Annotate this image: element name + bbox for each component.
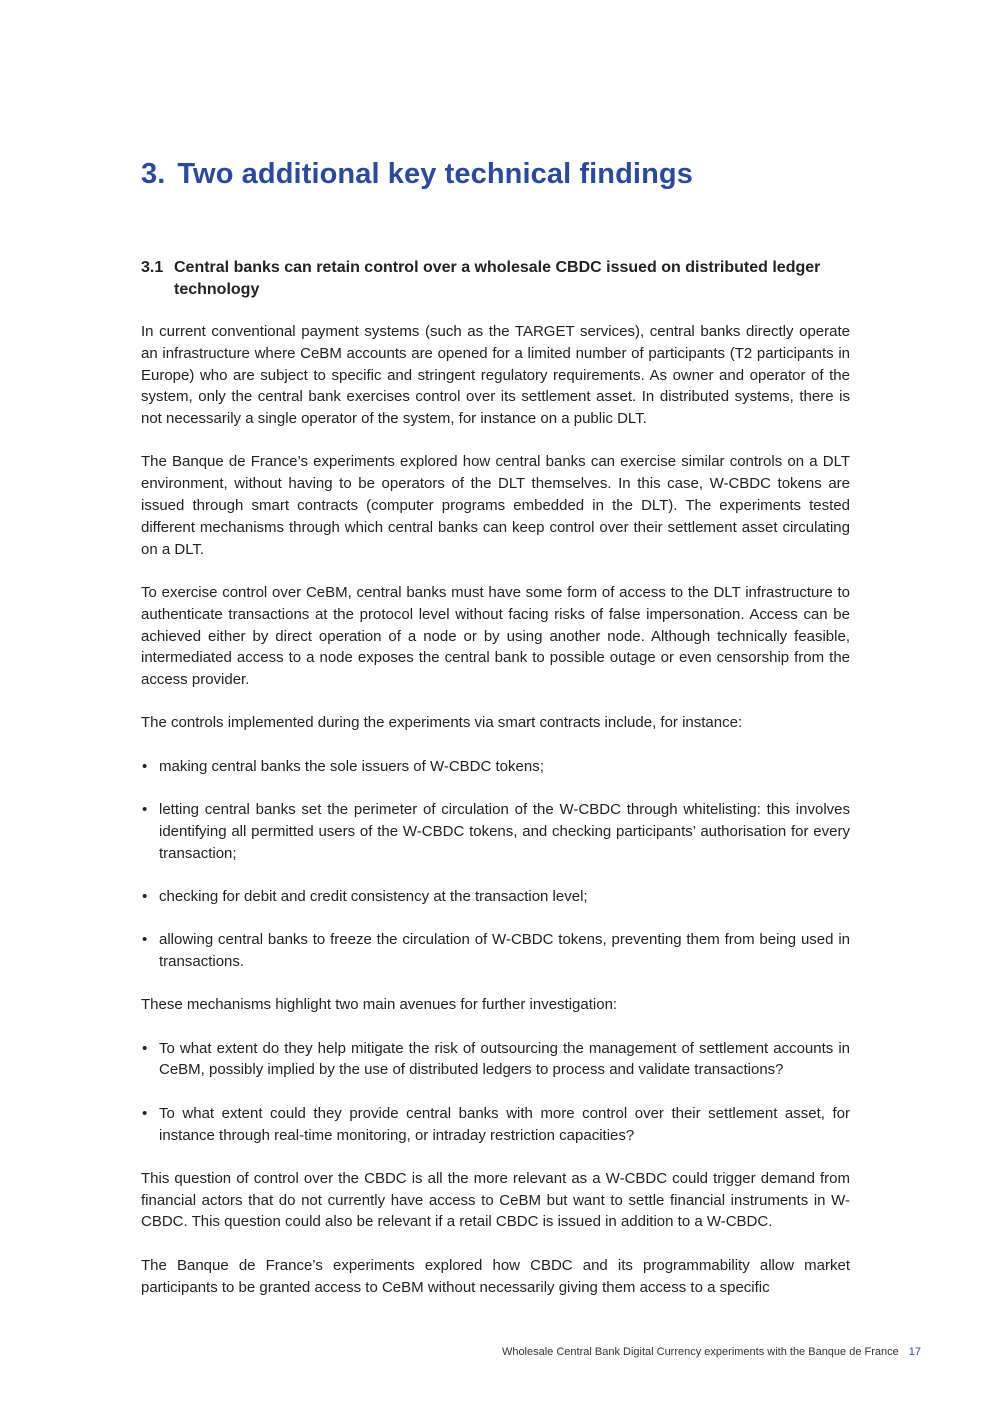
paragraph: These mechanisms highlight two main avenues for further investigation: [141,996,618,1014]
paragraph: The Banque de France’s experiments explored how central banks can exercise similar controls on a DLT environment, without having to be operators of the DLT themselves. In this case, W-CBDC tokens are issued through smart contracts (computer programs embedded in the DLT). The experiments tested different mechanisms through which central banks can keep control over their settlement asset circulating on a DLT. [141,453,850,558]
section-heading [141,257,850,301]
bullet-icon: • [142,931,148,949]
list-item-text: letting central banks set the perimeter of circulation of the W-CBDC through whitelisting: this involves identifying all permitted users of the W-CBDC tokens, and checking participants’ authorisation for every transaction; [159,801,850,862]
bullet-icon: • [142,1039,148,1057]
list-item [141,1103,850,1147]
controls-list [141,756,850,973]
list-item-text: making central banks the sole issuers of W-CBDC tokens; [159,757,544,775]
paragraph: To exercise control over CeBM, central banks must have some form of access to the DLT infrastructure to authenticate transactions at the protocol level without facing risks of false impersonation. Access can be achieved either by direct operation of a node or by using another node. Although technically feasible, intermediated access to a node exposes the central bank to possible outage or even censorship from the access provider. [141,583,850,689]
section-title: Central banks can retain control over a wholesale CBDC issued on distributed ledger technology [174,259,821,298]
list-item-text: checking for debit and credit consistency at the transaction level; [159,887,588,905]
paragraph: The controls implemented during the experiments via smart contracts include, for instance: [141,714,743,732]
chapter-number: 3. [141,158,166,190]
chapter-title [141,158,693,191]
list-item [141,886,850,908]
section-number: 3.1 [141,259,164,276]
chapter-title-text: Two additional key technical findings [177,158,693,190]
bullet-icon: • [142,1104,148,1122]
footer-title: Wholesale Central Bank Digital Currency experiments with the Banque de France [501,1346,899,1358]
bullet-icon: • [142,887,148,905]
list-item-text: allowing central banks to freeze the circulation of W-CBDC tokens, preventing them from being used in transactions. [159,931,850,971]
list-item [141,1038,850,1082]
avenues-list [141,1038,850,1147]
list-item [141,929,850,973]
paragraph: The Banque de France’s experiments explored how CBDC and its programmability allow market participants to be granted access to CeBM without necessarily giving them access to a specific [141,1256,850,1296]
paragraph: In current conventional payment systems (such as the TARGET services), central banks directly operate an infrastructure where CeBM accounts are opened for a limited number of participants (T2 participants in Europe) who are subject to specific and stringent regulatory requirements. As owner and operator of the system, only the central bank exercises control over its settlement asset. In distributed systems, there is not necessarily a single operator of the system, for instance on a public DLT. [141,323,850,428]
body-text [141,321,850,1320]
list-item [141,756,850,778]
list-item-text: To what extent do they help mitigate the risk of outsourcing the management of settlement accounts in CeBM, possibly implied by the use of distributed ledgers to process and validate transactions? [159,1039,850,1079]
page-number: 17 [908,1346,921,1358]
paragraph: This question of control over the CBDC is all the more relevant as a W-CBDC could trigger demand from financial actors that do not currently have access to CeBM but want to settle financial instruments in W-CBDC. This question could also be relevant if a retail CBDC is issued in addition to a W-CBDC. [141,1169,850,1231]
list-item [141,799,850,864]
page-footer [502,1346,921,1358]
list-item-text: To what extent could they provide central banks with more control over their settlement asset, for instance through real-time monitoring, or intraday restriction capacities? [159,1104,850,1144]
bullet-icon: • [142,801,148,819]
bullet-icon: • [142,757,148,775]
